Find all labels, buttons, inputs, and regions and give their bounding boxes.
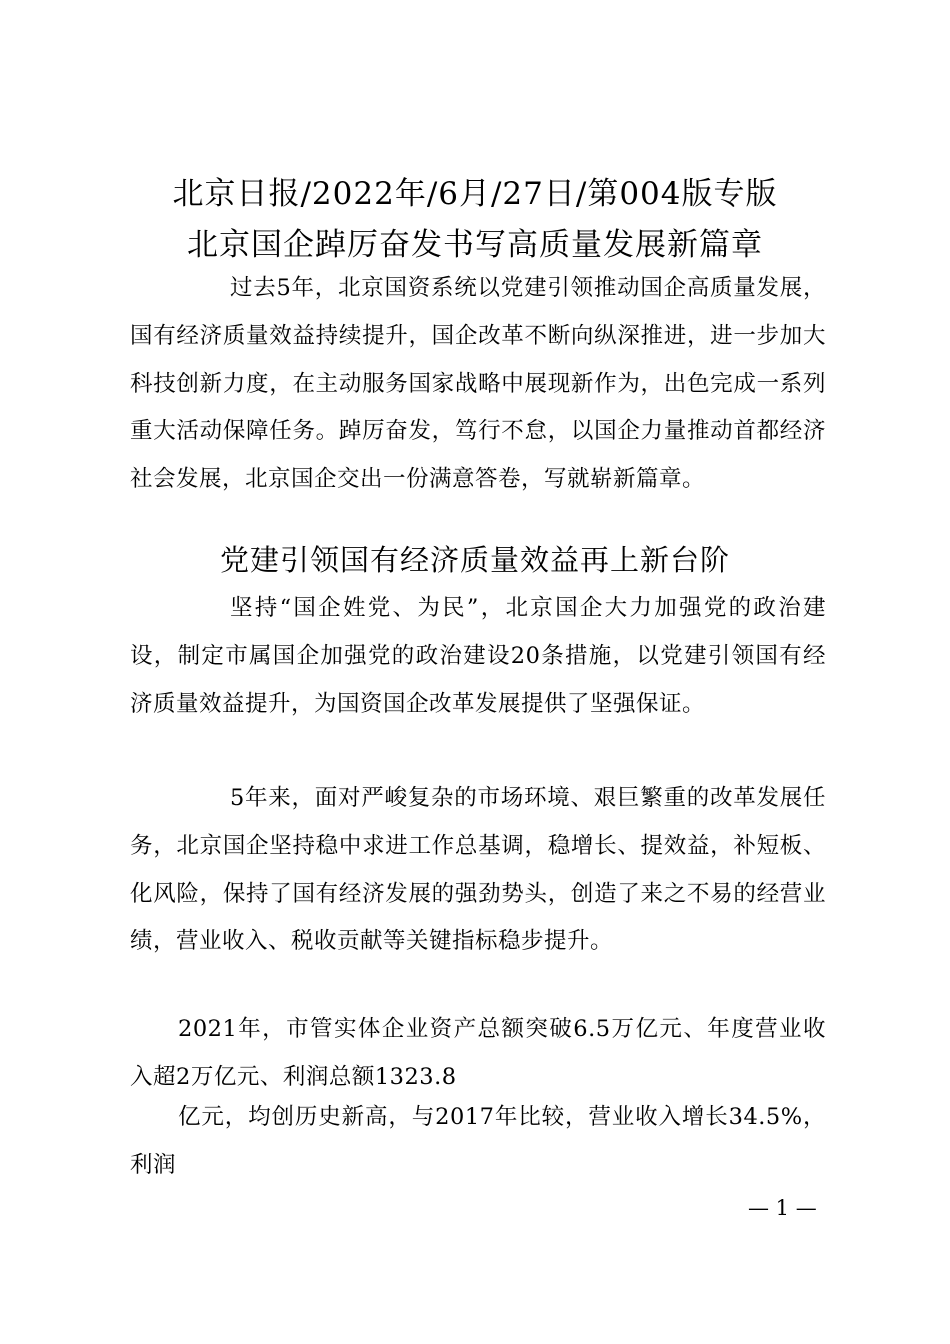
page-number: — 1 — [748,1196,817,1220]
body-paragraph-growth: 亿元，均创历史新高，与2017年比较，营业收入增长34.5%，利润 [130,1104,826,1178]
intro-paragraph: 过去5年，北京国资系统以党建引领推动国企高质量发展，国有经济质量效益持续提升，国企改革不断向纵深推进，进一步加大科技创新力度，在主动服务国家战略中展现新作为，出色完成一系列重大活动保障任务。踔厉奋发，笃行不怠，以国企力量推动首都经济社会发展，北京国企交出一份满意答卷，写就崭新篇章。 [130,275,826,493]
body-paragraph-party-building: 坚持“国企姓党、为民”，北京国企大力加强党的政治建设，制定市属国企加强党的政治建设20条措施，以党建引领国有经济质量效益提升，为国资国企改革发展提供了坚强保证。 [130,595,826,717]
article-title: 北京国企踔厉奋发书写高质量发展新篇章 [187,227,763,263]
body-paragraph-five-years: 5年来，面对严峻复杂的市场环境、艰巨繁重的改革发展任务，北京国企坚持稳中求进工作总基调，稳增长、提效益，补短板、化风险，保持了国有经济发展的强劲势头，创造了来之不易的经营业绩，营业收入、税收贡献等关键指标稳步提升。 [130,785,826,955]
section-heading: 党建引领国有经济质量效益再上新台阶 [219,543,730,577]
source-line: 北京日报/2022年/6月/27日/第004版专版 [172,176,778,212]
body-paragraph-2021-figures: 2021年，市管实体企业资产总额突破6.5万亿元、年度营业收入超2万亿元、利润总额1323.8 [130,1016,826,1090]
